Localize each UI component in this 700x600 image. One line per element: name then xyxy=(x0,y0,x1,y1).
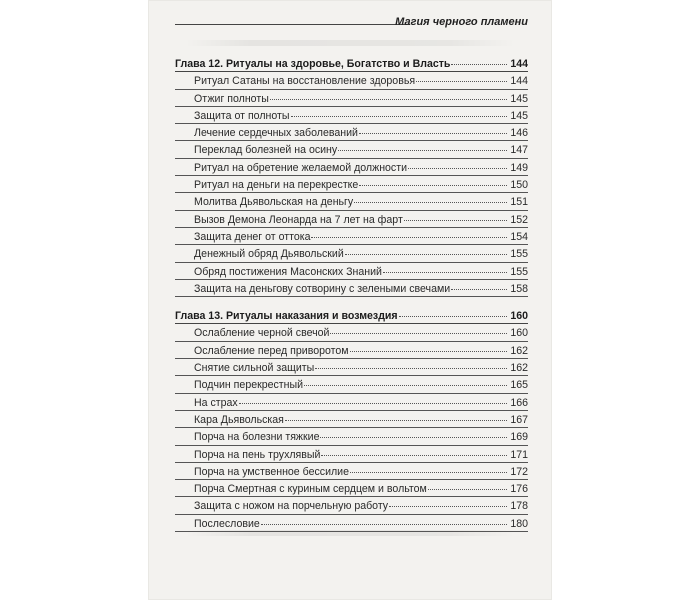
page-number: 162 xyxy=(510,362,528,375)
page-number: 176 xyxy=(510,483,528,496)
page-number: 169 xyxy=(510,431,528,444)
dot-leader xyxy=(404,209,507,221)
entry-title: Лечение сердечных заболеваний xyxy=(194,127,358,140)
running-head-title: Магия черного пламени xyxy=(395,16,528,28)
dot-leader xyxy=(383,261,507,273)
entry-title: Переклад болезней на осину xyxy=(194,144,338,157)
dot-leader xyxy=(350,340,507,352)
page-number: 180 xyxy=(510,517,528,530)
toc-entry xyxy=(175,280,528,297)
dot-leader xyxy=(291,105,508,117)
page-number: 158 xyxy=(510,282,528,295)
table-of-contents xyxy=(175,55,528,542)
page-number: 146 xyxy=(510,127,528,140)
page-number: 144 xyxy=(510,58,528,70)
dot-leader xyxy=(416,70,507,82)
dot-leader xyxy=(285,409,507,421)
dot-leader xyxy=(320,426,507,438)
dot-leader xyxy=(354,191,507,203)
page-number: 155 xyxy=(510,248,528,261)
dot-leader xyxy=(239,392,507,404)
page-number: 171 xyxy=(510,448,528,461)
entry-title: Молитва Дьявольская на деньгу xyxy=(194,196,354,209)
page-number: 147 xyxy=(510,144,528,157)
page-number: 149 xyxy=(510,161,528,174)
page-number: 166 xyxy=(510,396,528,409)
dot-leader xyxy=(428,478,507,490)
entry-title: Ослабление черной свечой xyxy=(194,327,330,340)
entry-title: Порча на болезни тяжкие xyxy=(194,431,320,444)
page-number: 145 xyxy=(510,109,528,122)
entry-title: Порча на пень трухлявый xyxy=(194,448,321,461)
dot-leader xyxy=(270,88,507,100)
entry-title: Кара Дьявольская xyxy=(194,413,284,426)
dot-leader xyxy=(311,226,507,238)
toc-entry xyxy=(175,515,528,532)
entry-title: Ослабление перед приворотом xyxy=(194,344,349,357)
dot-leader xyxy=(315,357,507,369)
chapter-title: Глава 12. Ритуалы на здоровье, Богатство и Власть xyxy=(175,58,451,70)
entry-title: Ритуал на обретение желаемой должности xyxy=(194,161,407,174)
dot-leader xyxy=(338,139,507,151)
page-number: 172 xyxy=(510,465,528,478)
entry-title: На страх xyxy=(194,396,238,409)
page-number: 151 xyxy=(510,196,528,209)
show-through-smudge xyxy=(185,40,515,46)
entry-title: Послесловие xyxy=(194,517,260,530)
dot-leader xyxy=(261,513,507,525)
dot-leader xyxy=(350,461,507,473)
entry-title: Отжиг полноты xyxy=(194,92,269,105)
page-number: 152 xyxy=(510,213,528,226)
dot-leader xyxy=(359,174,507,186)
dot-leader xyxy=(399,305,507,317)
entry-title: Защита на деньгову сотворину с зелеными свечами xyxy=(194,282,451,295)
dot-leader xyxy=(389,495,507,507)
dot-leader xyxy=(451,278,507,290)
page-number: 150 xyxy=(510,179,528,192)
dot-leader xyxy=(359,122,507,134)
entry-title: Защита с ножом на порчельную работу xyxy=(194,500,389,513)
page-number: 160 xyxy=(510,310,528,323)
chapter-block xyxy=(175,55,528,297)
page-number: 178 xyxy=(510,500,528,513)
dot-leader xyxy=(345,243,507,255)
entry-title: Обряд постижения Масонских Знаний xyxy=(194,265,382,278)
entry-title: Ритуал Сатаны на восстановление здоровья xyxy=(194,75,416,88)
entry-title: Ритуал на деньги на перекрестке xyxy=(194,179,359,192)
page-number: 144 xyxy=(510,75,528,88)
dot-leader xyxy=(408,157,507,169)
page-number: 145 xyxy=(510,92,528,105)
page-number: 160 xyxy=(510,327,528,340)
entry-title: Подчин перекрестный xyxy=(194,379,304,392)
entry-title: Снятие сильной защиты xyxy=(194,362,315,375)
page-number: 167 xyxy=(510,413,528,426)
entry-title: Порча Смертная с куриным сердцем и вольтом xyxy=(194,483,427,496)
entry-title: Порча на умственное бессилие xyxy=(194,465,349,478)
underline-rule xyxy=(175,531,528,532)
dot-leader xyxy=(304,374,507,386)
running-head xyxy=(175,16,528,30)
header-rule xyxy=(175,24,410,25)
entry-title: Защита от полноты xyxy=(194,109,290,122)
page-number: 155 xyxy=(510,265,528,278)
page-number: 162 xyxy=(510,344,528,357)
dot-leader xyxy=(330,322,507,334)
entry-title: Вызов Демона Леонарда на 7 лет на фарт xyxy=(194,213,403,226)
page-number: 154 xyxy=(510,230,528,243)
dot-leader xyxy=(321,444,507,456)
chapter-title: Глава 13. Ритуалы наказания и возмездия xyxy=(175,310,398,323)
underline-rule xyxy=(175,296,528,297)
entry-title: Защита денег от оттока xyxy=(194,230,311,243)
page-number: 165 xyxy=(510,379,528,392)
dot-leader xyxy=(451,53,507,65)
chapter-block xyxy=(175,307,528,532)
entry-title: Денежный обряд Дьявольский xyxy=(194,248,344,261)
